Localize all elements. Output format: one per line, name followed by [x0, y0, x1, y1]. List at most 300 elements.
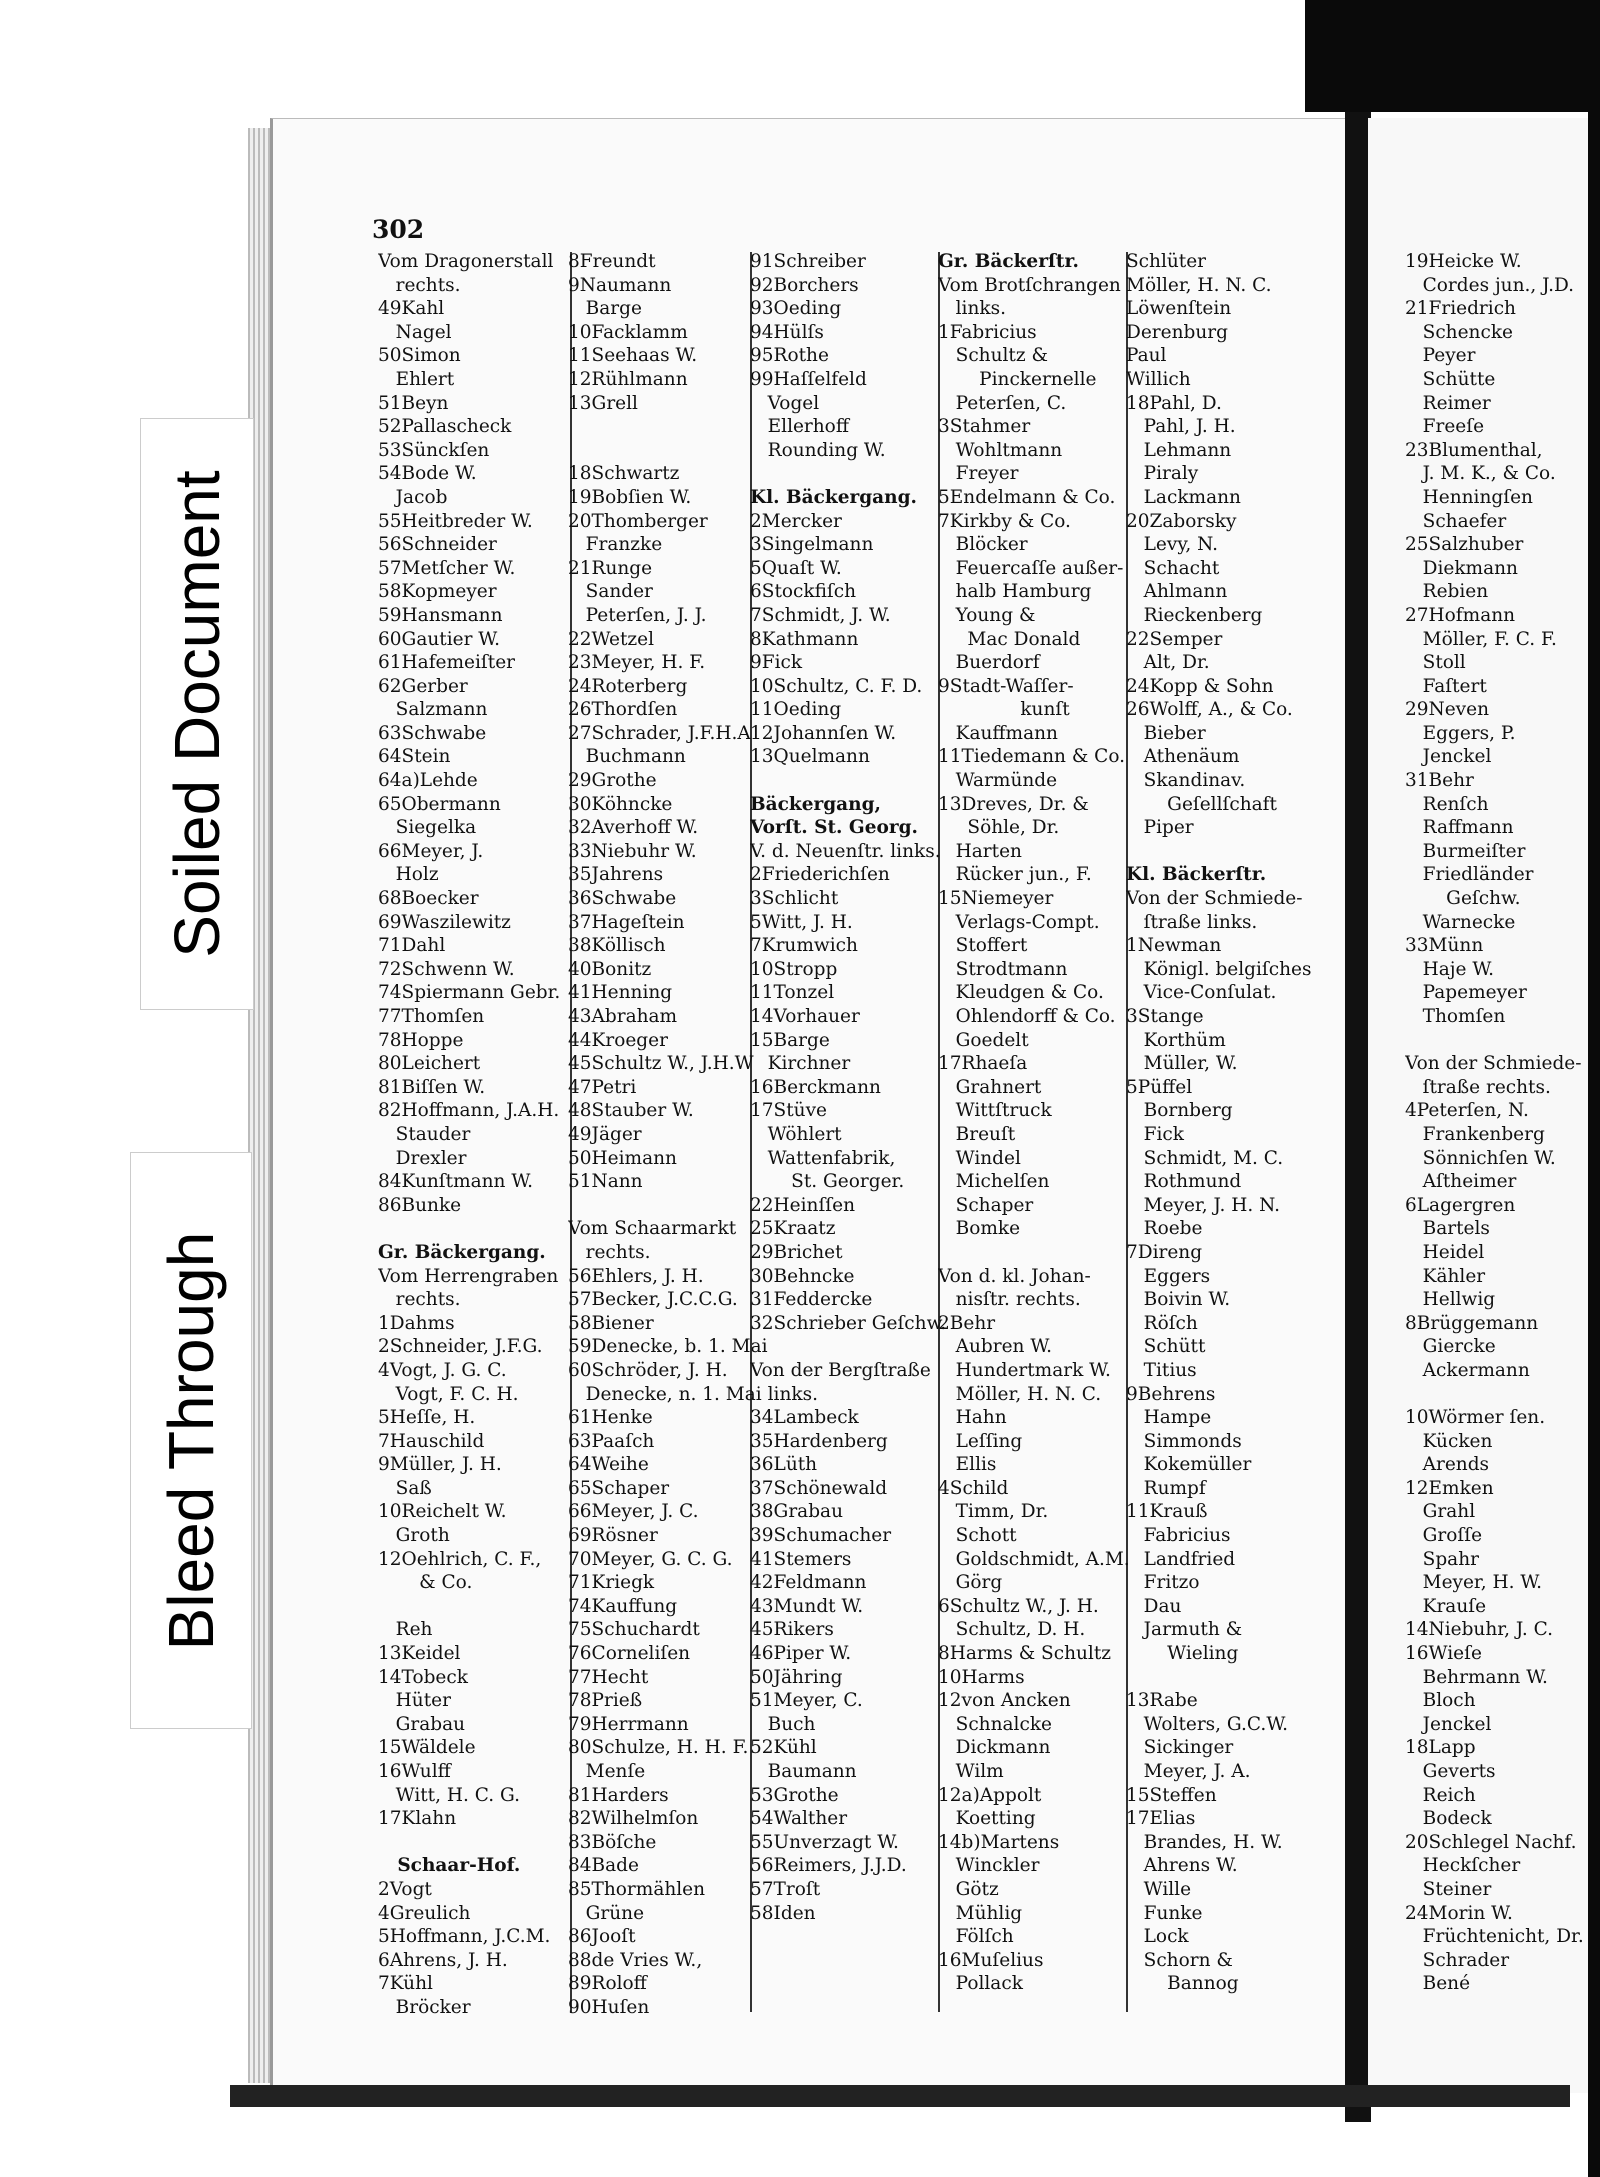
directory-entry: Young & [938, 604, 1036, 626]
directory-entry: Salzmann [378, 699, 488, 721]
directory-entry: Meyer, J. A. [1126, 1761, 1251, 1782]
directory-entry: 20Thomberger [568, 510, 708, 532]
directory-entry: 7Direng [1126, 1241, 1203, 1263]
directory-entry: 37Hageſtein [568, 911, 685, 933]
directory-entry: Holz [378, 864, 439, 886]
directory-entry: 2Friederichſen [750, 864, 890, 886]
directory-entry: Ahrens W. [1126, 1855, 1238, 1877]
directory-entry: Schacht [1126, 557, 1220, 579]
directory-entry: 20Schlegel Nachf. [1405, 1831, 1577, 1853]
directory-entry: 40Bonitz [568, 958, 652, 980]
directory-entry: 18Pahl, D. [1126, 392, 1222, 414]
directory-entry: 8Harms & Schultz [938, 1643, 1112, 1665]
directory-entry: 22Semper [1126, 628, 1223, 650]
scan-bottom-edge [230, 2085, 1570, 2107]
directory-entry: Ellerhoff [750, 416, 849, 438]
directory-entry: Vice-Conſulat. [1126, 982, 1277, 1004]
directory-entry: 17Stüve [750, 1100, 827, 1122]
directory-entry: Peterſen, J. J. [568, 604, 707, 626]
directory-entry: Wohltmann [938, 439, 1063, 461]
directory-entry: 79Herrmann [568, 1713, 689, 1735]
directory-entry: 62Gerber [378, 675, 468, 697]
directory-entry: 93Oeding [750, 298, 842, 320]
directory-entry: 57Becker, J.C.C.G. [568, 1289, 738, 1311]
directory-entry: 15Barge [750, 1029, 830, 1051]
directory-entry: Peyer [1405, 345, 1476, 367]
directory-entry: 10Harms [938, 1666, 1025, 1688]
directory-entry: Ohlendorff & Co. [938, 1006, 1116, 1027]
directory-entry [568, 1194, 768, 1218]
directory-entry: 51Nann [568, 1171, 643, 1193]
directory-entry: 64Stein [378, 746, 451, 768]
directory-entry: Lock [1126, 1926, 1189, 1948]
directory-entry: Timm, Dr. [938, 1501, 1049, 1523]
directory-entry: Pollack [938, 1973, 1023, 1995]
directory-entry: 54Bode W. [378, 463, 477, 485]
directory-entry: 35Jahrens [568, 864, 664, 886]
directory-entry: Barge [568, 298, 642, 320]
directory-entry: 7Kirkby & Co. [938, 510, 1071, 532]
directory-entry: Witt, H. C. G. [378, 1784, 521, 1806]
directory-entry: 78Hoppe [378, 1029, 464, 1051]
directory-entry: 6Ahrens, J. H. [378, 1949, 508, 1971]
directory-entry: Von d. kl. Johan- [938, 1265, 1091, 1287]
directory-entry: Kokemüller [1126, 1454, 1252, 1476]
directory-entry: 39Schumacher [750, 1525, 892, 1547]
directory-entry: 50Heimann [568, 1147, 677, 1169]
directory-entry: Grabau [378, 1713, 466, 1735]
directory-entry: 82Wilhelmſon [568, 1808, 699, 1830]
directory-entry: Stoffert [938, 935, 1028, 957]
directory-column-5 [1126, 250, 1312, 1996]
directory-entry: 64Weihe [568, 1454, 649, 1476]
directory-entry: 19Bobſien W. [568, 486, 692, 508]
directory-entry: 66Meyer, J. C. [568, 1501, 699, 1523]
directory-entry: 13Rabe [1126, 1690, 1198, 1712]
directory-entry: Vogt, F. C. H. [378, 1383, 519, 1405]
directory-entry: Piper [1126, 817, 1194, 839]
directory-entry: Kirchner [750, 1053, 851, 1075]
directory-entry: 56Reimers, J.J.D. [750, 1855, 907, 1877]
directory-entry: Groth [378, 1525, 450, 1547]
directory-entry: Sönnichſen W. [1405, 1147, 1556, 1169]
directory-entry: Arends [1405, 1454, 1490, 1476]
directory-entry: 83Böſche [568, 1831, 657, 1853]
directory-entry: 70Meyer, G. C. G. [568, 1548, 733, 1570]
directory-entry: 5Heſſe, H. [378, 1407, 476, 1429]
directory-entry: 37Schönewald [750, 1477, 888, 1499]
directory-entry: J. M. K., & Co. [1405, 463, 1556, 485]
directory-entry: Wilm [938, 1761, 1004, 1782]
directory-entry: 81Harders [568, 1784, 669, 1806]
directory-entry: 52Pallascheck [378, 416, 512, 438]
directory-entry: Vom Dragonerstall [378, 251, 554, 272]
directory-entry: 9Fick [750, 652, 803, 674]
directory-entry: 63Schwabe [378, 722, 487, 744]
directory-entry: 7Krumwich [750, 935, 858, 957]
directory-entry: Ahlmann [1126, 581, 1228, 603]
soiled-document-label [140, 418, 254, 1010]
directory-entry: 58Iden [750, 1902, 816, 1924]
directory-entry: 27Hofmann [1405, 604, 1516, 626]
directory-entry: 84Kunſtmann W. [378, 1171, 534, 1193]
directory-entry: Sickinger [1126, 1737, 1234, 1759]
directory-entry: 5Hoffmann, J.C.M. [378, 1926, 551, 1948]
directory-entry: 21Runge [568, 557, 653, 579]
directory-entry: Bomke [938, 1218, 1021, 1240]
directory-entry: 2Vogt [378, 1878, 432, 1900]
directory-entry: Geverts [1405, 1761, 1496, 1782]
directory-entry: Eggers, P. [1405, 722, 1516, 744]
directory-entry: 18Schwartz [568, 463, 680, 485]
directory-entry: Reich [1405, 1784, 1476, 1806]
directory-entry: links. [938, 298, 1006, 320]
directory-entry: 61Henke [568, 1407, 653, 1429]
directory-entry: Früchtenicht, Dr. [1405, 1926, 1584, 1948]
directory-entry: Fabricius [1126, 1525, 1231, 1547]
directory-entry: Vom Schaarmarkt [568, 1218, 737, 1240]
directory-entry: 18Lapp [1405, 1737, 1476, 1759]
directory-entry: Bröcker [378, 1996, 471, 2018]
directory-entry: 1Fabricius [938, 321, 1037, 343]
directory-entry [1126, 1666, 1312, 1690]
directory-entry: 13Quelmann [750, 746, 870, 768]
directory-entry: Haje W. [1405, 958, 1495, 980]
directory-entry: 44Kroeger [568, 1029, 668, 1051]
directory-entry: 33Niebuhr W. [568, 840, 697, 862]
directory-entry: 17Klahn [378, 1808, 457, 1830]
directory-entry: Fölſch [938, 1926, 1014, 1948]
directory-entry: 6Stockfiſch [750, 581, 857, 603]
directory-entry: 86Jooſt [568, 1926, 636, 1948]
directory-entry: Boivin W. [1126, 1289, 1231, 1311]
directory-entry: 55Heitbreder W. [378, 510, 533, 532]
directory-entry: Henningſen [1405, 486, 1533, 508]
directory-entry: 91Schreiber [750, 251, 866, 272]
directory-entry: Freeſe [1405, 416, 1485, 438]
directory-entry: 24Roterberg [568, 675, 688, 697]
directory-entry: Denecke, n. 1. Mai [568, 1383, 762, 1405]
directory-entry: 69Rösner [568, 1525, 658, 1547]
directory-entry: Bieber [1126, 722, 1206, 744]
directory-entry: 42Feldmann [750, 1572, 867, 1594]
directory-entry: 66Meyer, J. [378, 840, 484, 862]
directory-entry: 76Corneliſen [568, 1643, 691, 1665]
directory-entry: 35Hardenberg [750, 1430, 888, 1452]
directory-entry: St. Georger. [750, 1171, 905, 1193]
directory-entry: 16Berckmann [750, 1076, 881, 1098]
directory-entry: Aubren W. [938, 1336, 1053, 1358]
directory-entry: Buerdorf [938, 652, 1040, 674]
directory-entry: 47Petri [568, 1076, 637, 1098]
directory-entry: Hampe [1126, 1407, 1212, 1429]
directory-entry: Schlüter [1126, 251, 1207, 272]
directory-entry: Vorſt. St. Georg. [750, 817, 918, 839]
directory-entry [750, 1335, 946, 1359]
directory-entry: 13Keidel [378, 1643, 461, 1665]
directory-entry: Funke [1126, 1902, 1203, 1924]
directory-entry: 10Wörmer ſen. [1405, 1407, 1546, 1429]
directory-entry: rechts. [378, 274, 461, 296]
directory-entry: Schaefer [1405, 510, 1507, 532]
directory-entry: 11Oeding [750, 699, 842, 721]
directory-entry [378, 1595, 560, 1619]
directory-entry: 41Henning [568, 982, 673, 1004]
directory-entry: 59Denecke, b. 1. Mai [568, 1336, 768, 1358]
directory-entry: Athenäum [1126, 746, 1240, 768]
directory-entry: Wieling [1126, 1643, 1239, 1665]
directory-entry: 53Sünckſen [378, 439, 490, 461]
directory-entry: 81Biſſen W. [378, 1076, 486, 1098]
directory-column-3 [750, 250, 946, 1925]
directory-entry: 38Grabau [750, 1501, 843, 1523]
directory-entry: 71Dahl [378, 935, 446, 957]
directory-entry: Schütt [1126, 1336, 1206, 1358]
directory-entry: Möller, F. C. F. [1405, 628, 1557, 650]
page-number: 302 [372, 215, 425, 244]
directory-entry: Rothmund [1126, 1171, 1242, 1193]
directory-entry: 11Tonzel [750, 982, 835, 1004]
directory-entry: 25Salzhuber [1405, 534, 1524, 556]
directory-entry: 11Tiedemann & Co. [938, 746, 1126, 768]
directory-entry: Schultz, D. H. [938, 1619, 1086, 1641]
directory-entry: Königl. belgiſches [1126, 958, 1312, 980]
directory-entry: Alt, Dr. [1126, 652, 1210, 674]
directory-entry: 14Tobeck [378, 1666, 468, 1688]
directory-entry: Warmünde [938, 770, 1058, 792]
directory-entry: Wittſtruck [938, 1100, 1052, 1122]
directory-entry: rechts. [568, 1241, 651, 1263]
directory-entry: Wille [1126, 1878, 1192, 1900]
directory-entry: 11Seehaas W. [568, 345, 698, 367]
directory-entry: Feuercaſſe außer- [938, 557, 1124, 579]
directory-entry: 25Kraatz [750, 1218, 836, 1240]
directory-entry: 12von Ancken [938, 1690, 1071, 1712]
directory-entry: Grahnert [938, 1076, 1042, 1098]
directory-entry: 7Schmidt, J. W. [750, 604, 891, 626]
directory-entry: Von der Schmiede- [1126, 888, 1303, 910]
directory-entry: Jenckel [1405, 1713, 1492, 1735]
directory-entry: Kauffmann [938, 722, 1058, 744]
directory-entry: Renſch [1405, 793, 1489, 815]
directory-entry: Nagel [378, 321, 452, 343]
directory-entry: Heckſcher [1405, 1855, 1521, 1877]
directory-entry: 30Behncke [750, 1265, 855, 1287]
directory-entry: 22Heinſſen [750, 1194, 856, 1216]
directory-entry: 3Stahmer [938, 416, 1031, 438]
directory-entry: 74Kauffung [568, 1595, 678, 1617]
directory-entry: 49Kahl [378, 298, 445, 320]
directory-entry: Blöcker [938, 534, 1028, 556]
directory-entry: Lackmann [1126, 486, 1241, 508]
directory-entry: Wöhlert [750, 1123, 842, 1145]
directory-entry: Piraly [1126, 463, 1199, 485]
directory-entry: Goldschmidt, A.M. [938, 1548, 1130, 1570]
directory-entry: nisſtr. rechts. [938, 1289, 1081, 1311]
directory-entry: 94Hülſs [750, 321, 824, 343]
directory-entry: Leſſing [938, 1430, 1023, 1452]
directory-entry: & Co. [378, 1572, 473, 1594]
directory-entry: Bäckergang, [750, 793, 881, 815]
directory-entry: Schnalcke [938, 1713, 1052, 1735]
directory-entry: 17Rhaeſa [938, 1053, 1028, 1075]
directory-entry: 58Kopmeyer [378, 581, 497, 603]
directory-entry: ſtraße rechts. [1405, 1076, 1551, 1098]
directory-entry: Steiner [1405, 1878, 1492, 1900]
directory-entry: 53Grothe [750, 1784, 839, 1806]
soiled-document-text: Soiled Document [161, 470, 233, 958]
directory-entry: 22Wetzel [568, 628, 655, 650]
directory-entry: 1Newman [1126, 935, 1222, 957]
directory-entry: Behrmann W. [1405, 1666, 1548, 1688]
directory-entry [1126, 840, 1312, 864]
directory-entry: 64a)Lehde [378, 770, 478, 792]
directory-entry [378, 1217, 560, 1241]
directory-entry: 3Stange [1126, 1006, 1204, 1027]
directory-entry: 89Roloff [568, 1973, 647, 1995]
directory-entry: 13Grell [568, 392, 638, 414]
directory-entry: 49Jäger [568, 1123, 642, 1145]
directory-entry: Lehmann [1126, 439, 1232, 461]
directory-entry: 10Schultz, C. F. D. [750, 675, 923, 697]
directory-entry: Roebe [1126, 1218, 1203, 1240]
directory-entry: Reimer [1405, 392, 1491, 414]
directory-entry: 9Naumann [568, 274, 672, 296]
directory-entry: Schultz & [938, 345, 1048, 367]
directory-entry: Stoll [1405, 652, 1466, 674]
directory-entry: 10Reichelt W. [378, 1501, 507, 1523]
directory-entry: 2Mercker [750, 510, 842, 532]
directory-entry: 36Lüth [750, 1454, 818, 1476]
directory-entry: Baumann [750, 1761, 857, 1782]
directory-entry: Heidel [1405, 1241, 1485, 1263]
directory-entry: 7Kühl [378, 1973, 433, 1995]
scan-background-edge [1588, 0, 1600, 2177]
directory-entry: Söhle, Dr. [938, 817, 1060, 839]
directory-entry: Peterſen, C. [938, 392, 1067, 414]
directory-entry: 36Schwabe [568, 888, 677, 910]
directory-entry: 50Jähring [750, 1666, 843, 1688]
directory-entry: Menſe [568, 1761, 646, 1782]
directory-entry: 16Wieſe [1405, 1643, 1482, 1665]
directory-entry: Rounding W. [750, 439, 886, 461]
directory-entry: Jarmuth & [1126, 1619, 1243, 1641]
directory-entry: 15Niemeyer [938, 888, 1054, 910]
directory-entry: Buch [750, 1713, 816, 1735]
directory-entry: 6Lagergren [1405, 1194, 1516, 1216]
directory-entry: Reh [378, 1619, 433, 1641]
directory-entry: Pahl, J. H. [1126, 416, 1236, 438]
directory-entry: Jenckel [1405, 746, 1492, 768]
directory-entry: 1Dahms [378, 1312, 455, 1334]
directory-entry: Hüter [378, 1690, 451, 1712]
directory-entry: Krauſe [1405, 1595, 1487, 1617]
directory-entry [750, 462, 946, 486]
directory-entry: Stauder [378, 1123, 471, 1145]
directory-entry: Bartels [1405, 1218, 1490, 1240]
directory-entry: 69Waszilewitz [378, 911, 511, 933]
directory-entry: 38Köllisch [568, 935, 666, 957]
directory-entry: Papemeyer [1405, 982, 1527, 1004]
directory-entry: 41Stemers [750, 1548, 852, 1570]
directory-entry: Freyer [938, 463, 1019, 485]
directory-entry: 54Walther [750, 1808, 848, 1830]
directory-column-2 [568, 250, 768, 2020]
bleed-through-text: Bleed Through [155, 1231, 227, 1650]
directory-entry: 20Zaborsky [1126, 510, 1237, 532]
directory-entry: 4Greulich [378, 1902, 471, 1924]
directory-entry: 92Borchers [750, 274, 859, 296]
directory-entry: Gr. Bäckergang. [378, 1241, 546, 1263]
directory-entry: Wattenfabrik, [750, 1147, 896, 1169]
directory-entry: Schencke [1405, 321, 1513, 343]
directory-entry: Kl. Bäckerſtr. [1126, 864, 1267, 886]
directory-entry: 60Gautier W. [378, 628, 500, 650]
directory-entry: 4Peterſen, N. [1405, 1100, 1529, 1122]
directory-entry: 21Friedrich [1405, 298, 1516, 320]
directory-entry: Giercke [1405, 1336, 1496, 1358]
directory-entry: 58Biener [568, 1312, 654, 1334]
directory-entry: Bloch [1405, 1690, 1476, 1712]
directory-entry: 8Brüggemann [1405, 1312, 1539, 1334]
directory-entry: halb Hamburg [938, 581, 1092, 603]
directory-entry: 26Thordſen [568, 699, 678, 721]
bleed-through-label [130, 1152, 252, 1729]
directory-entry: Hundertmark W. [938, 1359, 1111, 1381]
directory-entry: 3Schlicht [750, 888, 839, 910]
directory-entry: 8Freundt [568, 251, 656, 272]
directory-entry: rechts. [378, 1289, 461, 1311]
directory-entry: 12Rühlmann [568, 368, 688, 390]
directory-entry: 74Spiermann Gebr. [378, 982, 561, 1004]
directory-entry: 4Schild [938, 1477, 1009, 1499]
directory-entry: Kleudgen & Co. [938, 982, 1104, 1004]
directory-entry: Bodeck [1405, 1808, 1492, 1830]
directory-entry: Bornberg [1126, 1100, 1233, 1122]
directory-entry: 26Wolff, A., & Co. [1126, 699, 1293, 721]
directory-entry: Verlags-Compt. [938, 911, 1100, 933]
directory-entry: Schmidt, M. C. [1126, 1147, 1284, 1169]
directory-entry: Schütte [1405, 368, 1496, 390]
directory-entry: 77Thomſen [378, 1006, 485, 1027]
directory-entry: Landfried [1126, 1548, 1236, 1570]
directory-column-6 [1405, 250, 1584, 1996]
directory-entry [750, 769, 946, 793]
directory-entry [568, 415, 768, 439]
directory-entry: Rücker jun., F. [938, 864, 1092, 886]
scan-background [1305, 0, 1600, 112]
directory-entry: Von der Bergſtraße [750, 1359, 931, 1381]
directory-entry: Kähler [1405, 1265, 1486, 1287]
directory-entry: Rebien [1405, 581, 1489, 603]
directory-entry: 65Obermann [378, 793, 501, 815]
directory-entry: Jacob [378, 486, 448, 508]
directory-entry: Bené [1405, 1973, 1471, 1995]
directory-entry: 29Neven [1405, 699, 1489, 721]
directory-entry: 77Hecht [568, 1666, 649, 1688]
directory-entry: 72Schwenn W. [378, 958, 515, 980]
directory-entry: Bannog [1126, 1973, 1239, 1995]
directory-entry: Müller, W. [1126, 1053, 1238, 1075]
directory-entry: Löwenſtein [1126, 298, 1232, 320]
directory-entry: 13Dreves, Dr. & [938, 793, 1089, 815]
directory-entry: Derenburg [1126, 321, 1228, 343]
directory-entry: 29Grothe [568, 770, 657, 792]
directory-entry: kunſt [938, 699, 1070, 721]
directory-entry: 33Münn [1405, 935, 1484, 957]
directory-entry: Friedländer [1405, 864, 1534, 886]
directory-entry: 3Singelmann [750, 534, 874, 556]
